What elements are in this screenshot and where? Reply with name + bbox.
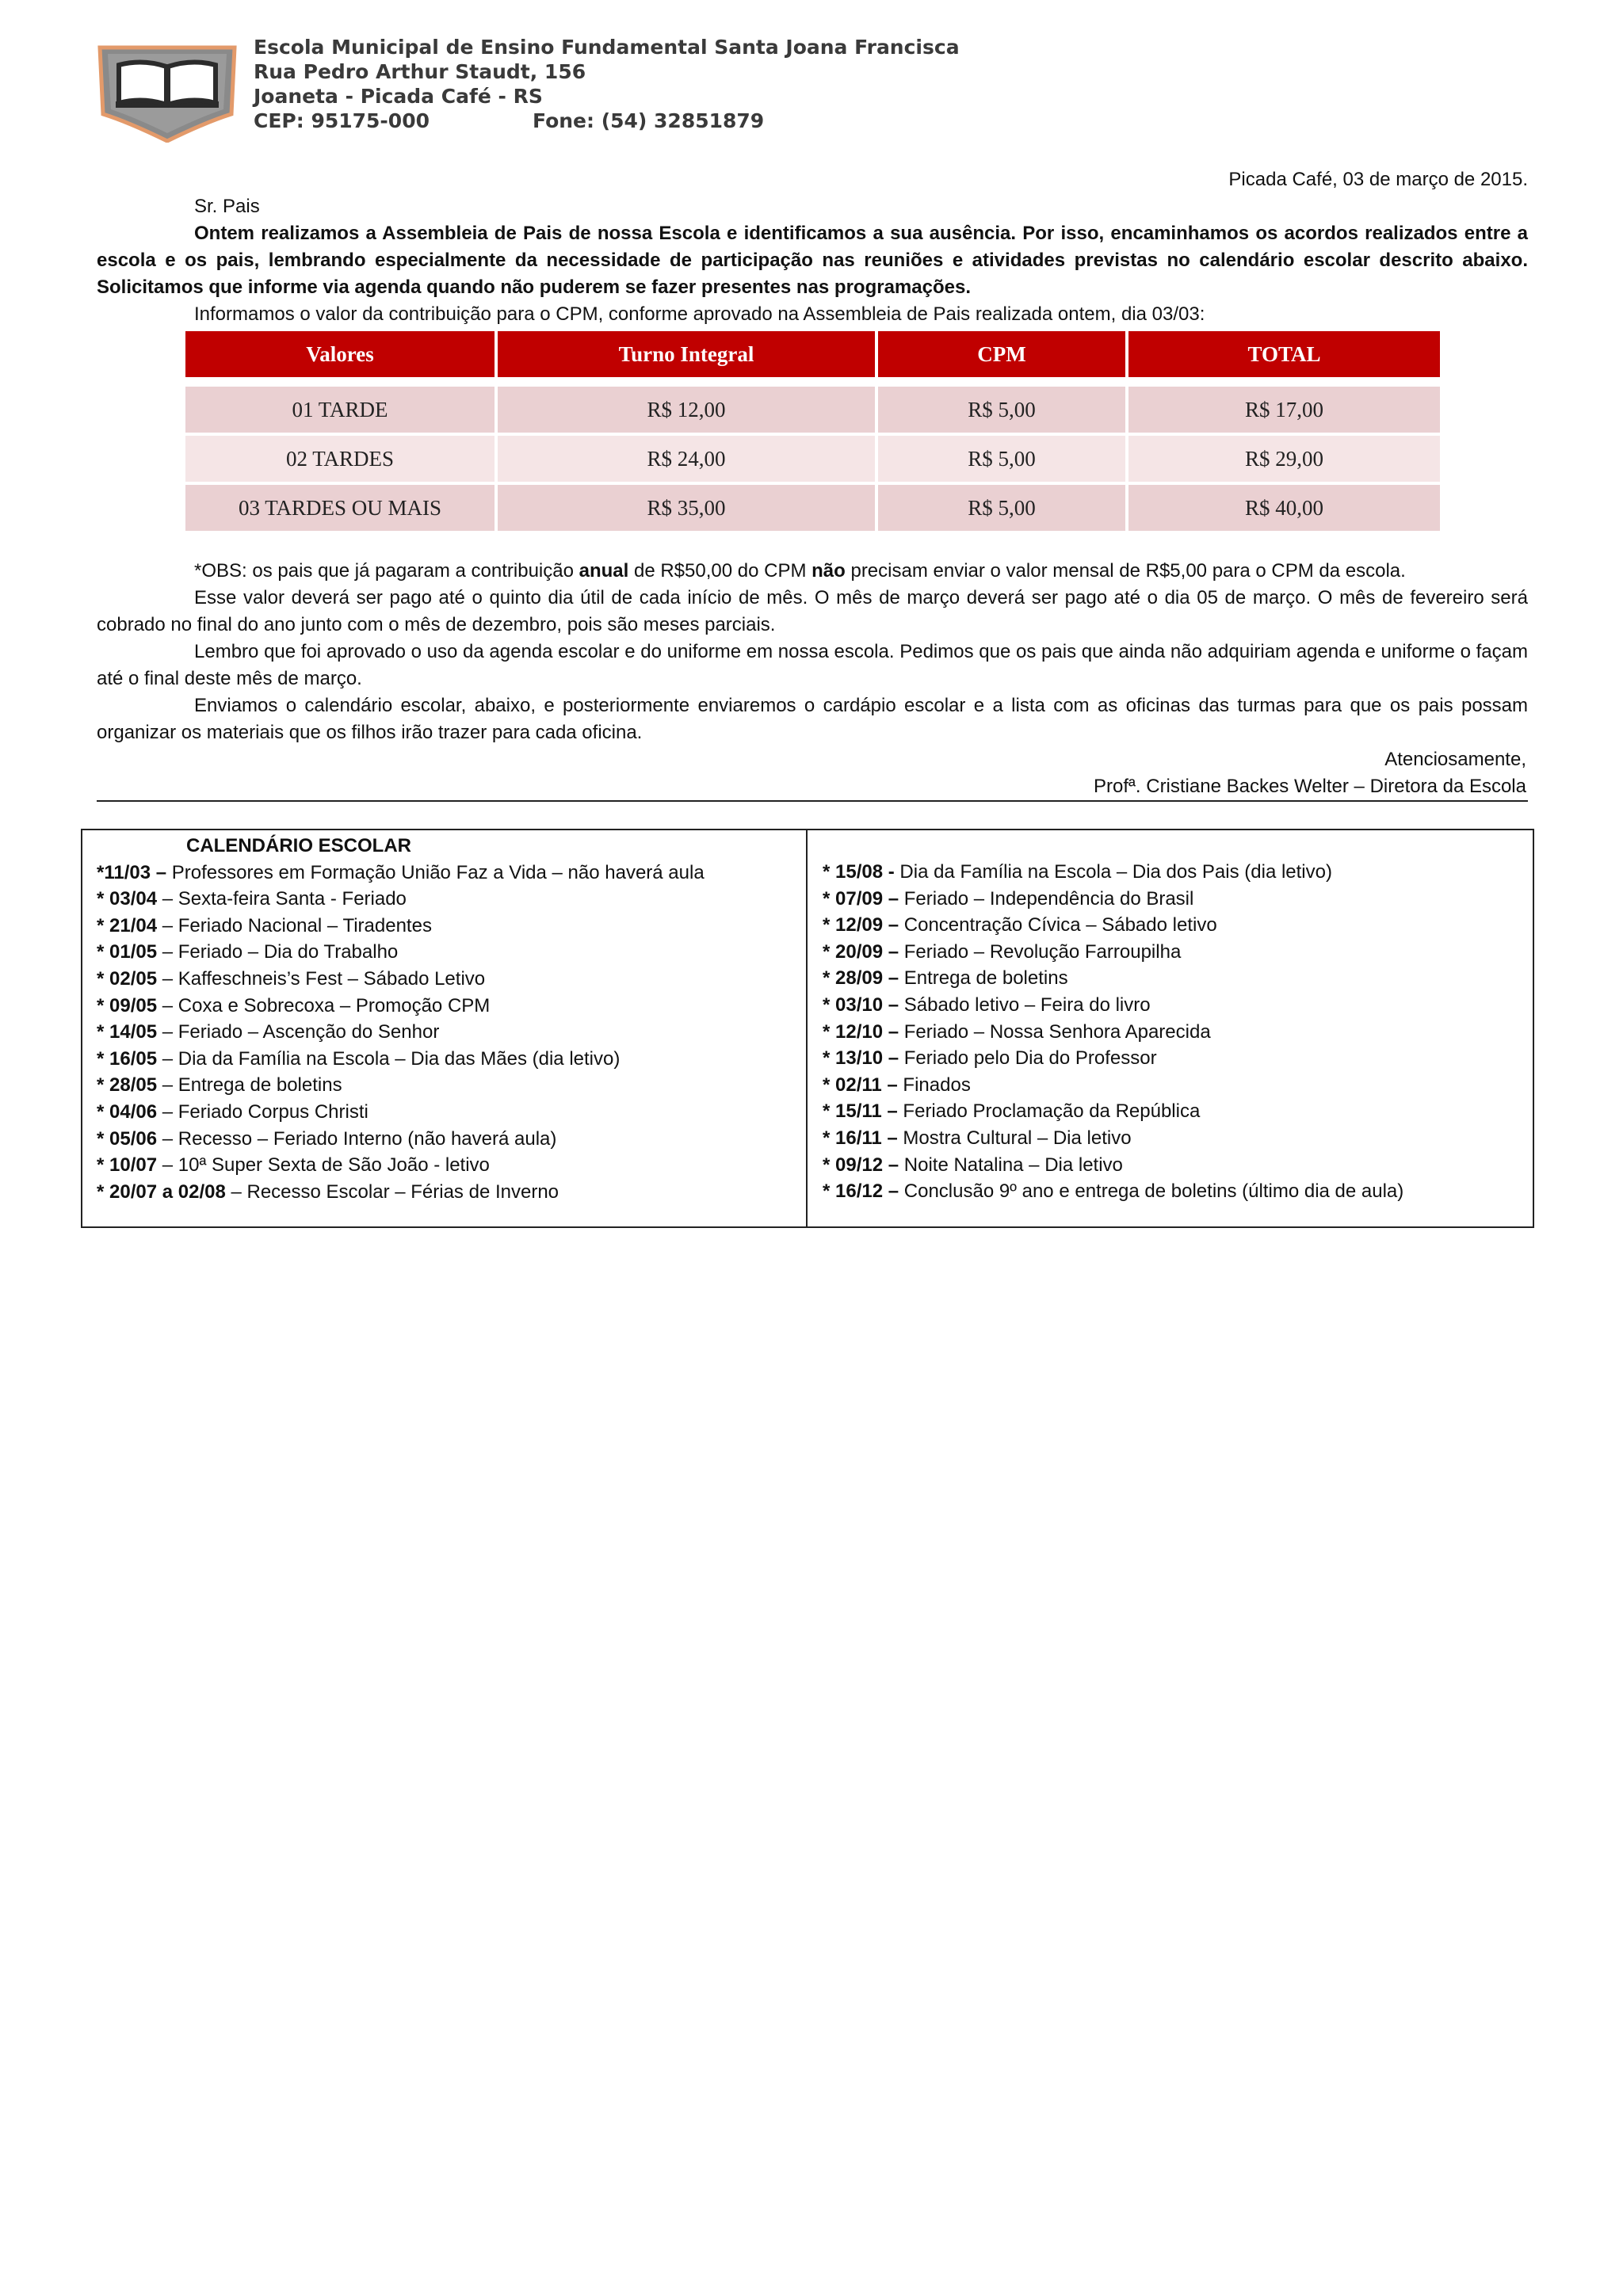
table-cell: R$ 17,00 bbox=[1128, 387, 1440, 433]
calendar-item bbox=[823, 939, 1518, 966]
calendar-item-date: * 04/06 bbox=[97, 1100, 158, 1123]
obs-text: de R$50,00 do CPM bbox=[628, 560, 812, 582]
obs-note bbox=[97, 558, 1528, 585]
calendar-item-date: * 07/09 – bbox=[823, 887, 899, 910]
calendar-right-column bbox=[808, 830, 1533, 1226]
assembly-paragraph: Ontem realizamos a Assembleia de Pais de nossa Escola e identificamos a sua ausência. Por isso, encaminhamos os acordos realizados entre a escola e os pais, lembrando especialmente da necessidade de participação nas reuniões e atividades previstas no calendário escolar descrito abaixo. Solicitamos que informe via agenda quando não puderem se fazer presentes nas programações. bbox=[97, 223, 1528, 298]
letterhead bbox=[95, 35, 967, 146]
obs-emphasis-not: não bbox=[812, 560, 846, 582]
calendar-item-text: – Entrega de boletins bbox=[157, 1074, 342, 1097]
calendar-item-date: * 15/08 - bbox=[823, 861, 895, 883]
table-cell: R$ 35,00 bbox=[498, 485, 875, 531]
date-line: Picada Café, 03 de março de 2015. bbox=[1228, 169, 1528, 190]
calendar-item-text: Finados bbox=[897, 1074, 971, 1096]
table-cell: R$ 12,00 bbox=[498, 387, 875, 433]
calendar-item-text: Feriado – Nossa Senhora Aparecida bbox=[899, 1020, 1211, 1043]
calendar-item-date: * 05/06 bbox=[97, 1127, 158, 1150]
calendar-item bbox=[97, 886, 792, 913]
header-total: TOTAL bbox=[1128, 331, 1440, 377]
calendar-item-text: Noite Natalina – Dia letivo bbox=[899, 1154, 1123, 1176]
calendar-item-text: – Feriado – Dia do Trabalho bbox=[157, 941, 399, 963]
calendar-item-date: *11/03 – bbox=[97, 861, 167, 883]
calendar-item-text: Feriado – Revolução Farroupilha bbox=[899, 940, 1182, 963]
table-cell: 01 TARDE bbox=[185, 387, 495, 433]
calendar-item-text: – Feriado Nacional – Tiradentes bbox=[157, 914, 432, 936]
calendar-item-date: * 03/04 bbox=[97, 888, 158, 910]
calendar-item-date: * 02/11 – bbox=[823, 1074, 898, 1096]
calendar-item-text: – 10ª Super Sexta de São João - letivo bbox=[157, 1154, 490, 1177]
table-cell: R$ 5,00 bbox=[878, 485, 1125, 531]
obs-text: precisam enviar o valor mensal de R$5,00 para o CPM da escola. bbox=[845, 560, 1406, 582]
school-contact bbox=[254, 109, 960, 133]
open-book-icon bbox=[116, 62, 219, 108]
calendar-item-text: – Feriado Corpus Christi bbox=[157, 1100, 369, 1123]
calendar-item-text: Feriado – Independência do Brasil bbox=[899, 887, 1194, 910]
calendar-item-date: * 13/10 – bbox=[823, 1047, 899, 1070]
calendar-item-text: Dia da Família na Escola – Dia dos Pais (dia letivo) bbox=[894, 861, 1332, 883]
calendar-item bbox=[823, 1045, 1518, 1072]
calendar-item-text: – Coxa e Sobrecoxa – Promoção CPM bbox=[157, 994, 491, 1016]
obs-emphasis-annual: anual bbox=[579, 560, 629, 582]
table-cell: R$ 29,00 bbox=[1128, 436, 1440, 482]
calendar-item bbox=[97, 913, 792, 940]
calendar-left-column bbox=[82, 830, 808, 1226]
cpm-intro: Informamos o valor da contribuição para o CPM, conforme aprovado na Assembleia de Pais realizada ontem, dia 03/03: bbox=[194, 303, 1205, 325]
closing: Atenciosamente, bbox=[1384, 749, 1526, 770]
calendar-item bbox=[823, 912, 1518, 939]
calendar-item-text: – Feriado – Ascenção do Senhor bbox=[157, 1021, 440, 1043]
calendar-item bbox=[823, 992, 1518, 1019]
school-cep: CEP: 95175-000 bbox=[254, 109, 430, 132]
calendar-item-text: – Kaffeschneis’s Fest – Sábado Letivo bbox=[157, 967, 486, 990]
calendar-item-date: * 28/09 – bbox=[823, 967, 899, 990]
calendar-item-date: * 16/12 – bbox=[823, 1180, 899, 1203]
calendar-item bbox=[97, 939, 792, 966]
calendar-item-date: * 21/04 bbox=[97, 914, 158, 936]
divider bbox=[97, 800, 1528, 802]
signature: Profª. Cristiane Backes Welter – Diretora da Escola bbox=[1094, 776, 1526, 797]
calendar-item-date: * 28/05 bbox=[97, 1074, 158, 1097]
table-cell: 03 TARDES OU MAIS bbox=[185, 485, 495, 531]
calendar-item-date: * 14/05 bbox=[97, 1021, 158, 1043]
calendar-item-date: * 20/09 – bbox=[823, 940, 899, 963]
fee-table bbox=[182, 328, 1443, 534]
calendar-item-text: Sábado letivo – Feira do livro bbox=[899, 994, 1151, 1016]
calendar-paragraph: Enviamos o calendário escolar, abaixo, e posteriormente enviaremos o cardápio escolar e a lista com as oficinas das turmas para que os pais possam organizar os materiais que os filhos irão trazer para cada oficina. bbox=[97, 695, 1528, 743]
calendar-item bbox=[97, 993, 792, 1020]
school-info bbox=[254, 35, 960, 133]
header-turno-integral: Turno Integral bbox=[498, 331, 875, 377]
fee-table-header bbox=[185, 331, 1440, 377]
calendar-item-text: Mostra Cultural – Dia letivo bbox=[897, 1127, 1132, 1149]
calendar-item-date: * 09/05 bbox=[97, 994, 158, 1016]
calendar-item-date: * 01/05 bbox=[97, 941, 158, 963]
school-phone: Fone: (54) 32851879 bbox=[533, 109, 765, 132]
payment-paragraph: Esse valor deverá ser pago até o quinto dia útil de cada início de mês. O mês de março deverá ser pago até o dia 05 de março. O mês de fevereiro será cobrado no final do ano junto com o mês de dezembro, pois são meses parciais. bbox=[97, 587, 1528, 635]
calendar-item bbox=[823, 1152, 1518, 1179]
agenda-paragraph: Lembro que foi aprovado o uso da agenda escolar e do uniforme em nossa escola. Pedimos que os pais que ainda não adquiriam agenda e uniforme o façam até o final deste mês de março. bbox=[97, 641, 1528, 689]
table-cell: R$ 40,00 bbox=[1128, 485, 1440, 531]
calendar-item-text: Professores em Formação União Faz a Vida – não haverá aula bbox=[166, 861, 705, 883]
calendar-item-text: Concentração Cívica – Sábado letivo bbox=[899, 914, 1217, 936]
table-row bbox=[185, 387, 1440, 433]
calendar-item-date: * 09/12 – bbox=[823, 1154, 899, 1176]
calendar-item-text: – Dia da Família na Escola – Dia das Mães (dia letivo) bbox=[157, 1047, 621, 1070]
school-logo bbox=[95, 41, 239, 143]
calendar-item bbox=[97, 966, 792, 993]
school-locality: Joaneta - Picada Café - RS bbox=[254, 85, 543, 108]
salutation: Sr. Pais bbox=[194, 196, 260, 217]
calendar-item-date: * 15/11 – bbox=[823, 1100, 898, 1123]
calendar-item-date: * 20/07 a 02/08 bbox=[97, 1180, 226, 1203]
calendar-item-date: * 12/09 – bbox=[823, 914, 899, 936]
calendar-item-date: * 12/10 – bbox=[823, 1020, 899, 1043]
obs-text: *OBS: os pais que já pagaram a contribuição bbox=[194, 560, 579, 582]
header-cpm: CPM bbox=[878, 331, 1125, 377]
letter-body bbox=[97, 166, 1528, 328]
calendar-item-text: Feriado pelo Dia do Professor bbox=[899, 1047, 1157, 1070]
school-address: Rua Pedro Arthur Staudt, 156 bbox=[254, 60, 586, 83]
calendar-item-text: – Recesso Escolar – Férias de Inverno bbox=[225, 1180, 559, 1203]
calendar-item bbox=[97, 1099, 792, 1126]
table-row bbox=[185, 436, 1440, 482]
calendar-item bbox=[97, 1072, 792, 1099]
calendar-item-text: – Recesso – Feriado Interno (não haverá aula) bbox=[157, 1127, 557, 1150]
table-row bbox=[185, 485, 1440, 531]
calendar-item bbox=[823, 886, 1518, 913]
calendar-item-date: * 03/10 – bbox=[823, 994, 899, 1016]
table-cell: R$ 24,00 bbox=[498, 436, 875, 482]
calendar-item-text: Entrega de boletins bbox=[899, 967, 1068, 990]
calendar-item bbox=[823, 1178, 1518, 1205]
table-cell: R$ 5,00 bbox=[878, 387, 1125, 433]
letter-body-continued bbox=[97, 558, 1528, 800]
table-cell: R$ 5,00 bbox=[878, 436, 1125, 482]
calendar-item bbox=[823, 1072, 1518, 1099]
calendar-item bbox=[823, 965, 1518, 992]
calendar-item bbox=[823, 859, 1518, 886]
calendar-item bbox=[97, 860, 792, 887]
calendar-item bbox=[97, 1046, 792, 1073]
school-name: Escola Municipal de Ensino Fundamental Santa Joana Francisca bbox=[254, 36, 960, 59]
calendar-item bbox=[823, 1125, 1518, 1152]
school-calendar bbox=[81, 829, 1534, 1228]
calendar-item bbox=[823, 1098, 1518, 1125]
calendar-item bbox=[97, 1179, 792, 1206]
calendar-item-date: * 16/05 bbox=[97, 1047, 158, 1070]
calendar-item-text: Feriado Proclamação da República bbox=[897, 1100, 1201, 1123]
calendar-item-date: * 10/07 bbox=[97, 1154, 158, 1177]
calendar-title: CALENDÁRIO ESCOLAR bbox=[185, 835, 411, 856]
calendar-item-date: * 16/11 – bbox=[823, 1127, 898, 1149]
calendar-item-date: * 02/05 bbox=[97, 967, 158, 990]
header-valores: Valores bbox=[185, 331, 495, 377]
calendar-item bbox=[823, 1019, 1518, 1046]
calendar-item-text: – Sexta-feira Santa - Feriado bbox=[157, 888, 407, 910]
calendar-item bbox=[97, 1019, 792, 1046]
calendar-item bbox=[97, 1152, 792, 1179]
table-cell: 02 TARDES bbox=[185, 436, 495, 482]
calendar-item-text: Conclusão 9º ano e entrega de boletins (último dia de aula) bbox=[899, 1180, 1404, 1203]
calendar-item bbox=[97, 1126, 792, 1153]
